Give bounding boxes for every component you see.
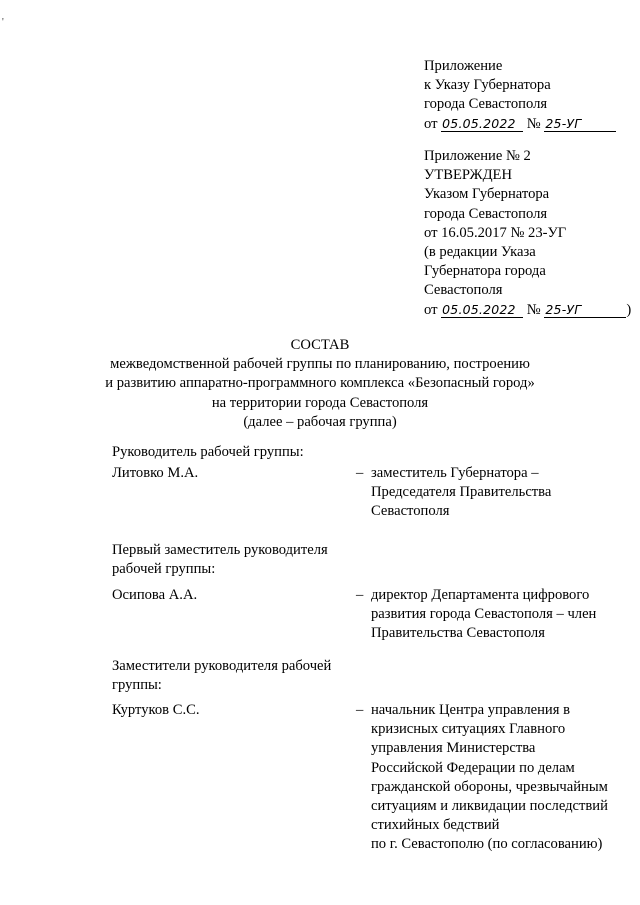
- appendix-handwritten-date: 05.05.2022: [441, 116, 523, 132]
- approval-line-4: города Севастополя: [424, 205, 548, 222]
- title-line-1: межведомственной рабочей группы по планированию, построению: [110, 356, 530, 373]
- appendix-from: от: [424, 115, 438, 132]
- deputies-section-label: [112, 657, 331, 695]
- deputy-1-role: [371, 701, 636, 855]
- approval-line-7: Губернатора города: [424, 263, 546, 280]
- first-deputy-name: Осипова А.А.: [112, 587, 198, 603]
- approval-line-3: Указом Губернатора: [424, 186, 550, 203]
- role-line: по г. Севастополю (по согласованию): [371, 836, 603, 853]
- approval-close-paren: ): [626, 301, 632, 318]
- role-line: стихийных бедствий: [371, 817, 500, 834]
- role-line: директор Департамента цифрового: [371, 587, 590, 603]
- role-line: Севастополя: [371, 503, 450, 520]
- role-line: управления Министерства: [371, 740, 536, 757]
- role-line: Российской Федерации по делам: [371, 759, 575, 776]
- approval-line-5: от 16.05.2017 № 23-УГ: [424, 224, 567, 241]
- document-heading: СОСТАВ: [290, 337, 350, 353]
- head-member-role: [371, 464, 636, 522]
- first-deputy-dash: –: [356, 587, 364, 603]
- title-line-3: на территории города Севастополя: [211, 394, 429, 411]
- deputy-1-dash: –: [356, 702, 364, 718]
- appendix-header: [424, 57, 634, 134]
- appendix-line-1: Приложение: [424, 58, 503, 74]
- appendix-handwritten-number: 25-УГ: [544, 116, 616, 132]
- label-line: Заместители руководителя рабочей: [112, 658, 332, 674]
- role-line: начальник Центра управления в: [371, 702, 570, 718]
- role-line: кризисных ситуациях Главного: [371, 721, 566, 738]
- label-line: группы:: [112, 677, 162, 694]
- approval-header: [424, 147, 634, 320]
- label-line: рабочей группы:: [112, 561, 216, 578]
- head-section-label: Руководитель рабочей группы:: [112, 444, 304, 460]
- role-line: ситуациям и ликвидации последствий: [371, 798, 608, 815]
- approval-line-2: УТВЕРЖДЕН: [424, 167, 512, 184]
- first-deputy-role: [371, 586, 636, 644]
- label-line: Первый заместитель руководителя: [112, 542, 328, 558]
- approval-from: от: [424, 301, 438, 318]
- approval-line-6: (в редакции Указа: [424, 244, 536, 261]
- role-line: Председателя Правительства: [371, 484, 552, 501]
- role-line: заместитель Губернатора –: [371, 465, 539, 481]
- approval-handwritten-date: 05.05.2022: [441, 302, 523, 318]
- head-member-name: Литовко М.А.: [112, 465, 199, 481]
- approval-handwritten-number: 25-УГ: [544, 302, 626, 318]
- title-line-4: (далее – рабочая группа): [243, 413, 397, 430]
- first-deputy-section-label: [112, 541, 328, 579]
- role-line: Правительства Севастополя: [371, 625, 545, 642]
- approval-line-1: Приложение № 2: [424, 148, 531, 164]
- approval-line-8: Севастополя: [424, 282, 503, 299]
- page-corner-mark: ': [2, 17, 4, 28]
- appendix-line-2: к Указу Губернатора: [424, 77, 551, 94]
- role-line: гражданской обороны, чрезвычайным: [371, 778, 608, 795]
- title-line-2: и развитию аппаратно-программного комплекса «Безопасный город»: [105, 375, 535, 392]
- deputy-1-name: Куртуков С.С.: [112, 702, 200, 718]
- role-line: развития города Севастополя – член: [371, 606, 597, 623]
- approval-date-line: [424, 301, 634, 320]
- head-member-dash: –: [356, 465, 364, 481]
- appendix-date-line: [424, 115, 634, 134]
- document-title-block: [0, 336, 640, 432]
- appendix-line-3: города Севастополя: [424, 96, 548, 113]
- appendix-number-sign: №: [526, 115, 541, 132]
- approval-number-sign: №: [526, 301, 541, 318]
